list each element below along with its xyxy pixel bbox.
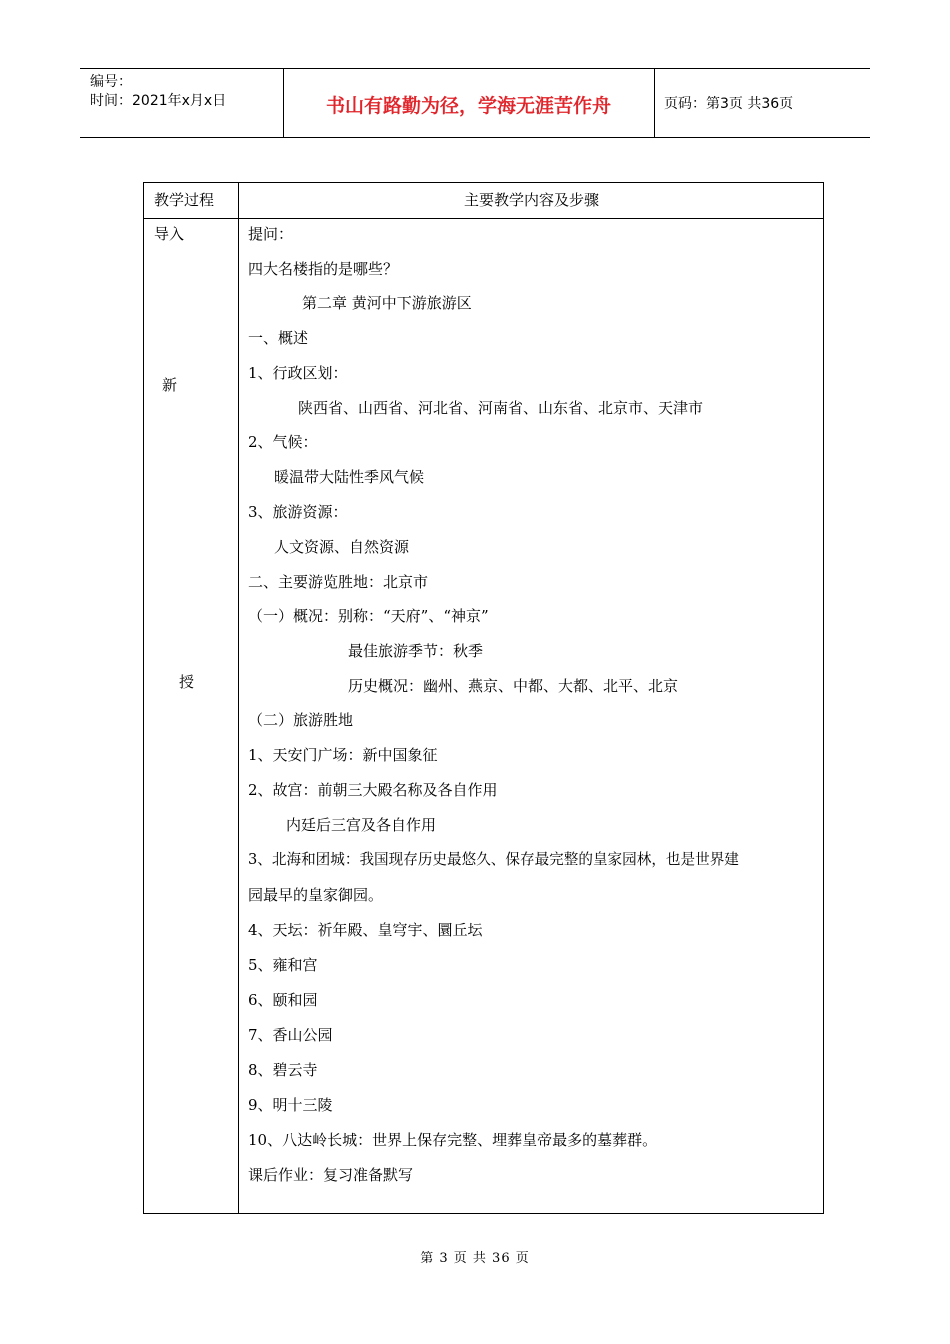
content-line: 9、明十三陵 bbox=[248, 1096, 333, 1114]
content-line: （一）概况：别称：“天府”、“神京” bbox=[248, 607, 489, 625]
side-label-intro: 导入 bbox=[154, 225, 185, 243]
content-line: 1、天安门广场：新中国象征 bbox=[248, 746, 438, 764]
content-line: 最佳旅游季节：秋季 bbox=[348, 642, 484, 660]
header-center-cell bbox=[283, 69, 655, 137]
column-divider bbox=[238, 183, 239, 1213]
content-line: 内廷后三宫及各自作用 bbox=[286, 816, 437, 834]
content-line: 2、气候： bbox=[248, 433, 318, 451]
content-line: 一、概述 bbox=[248, 329, 309, 347]
content-line: 1、行政区划： bbox=[248, 364, 348, 382]
header-page-info: 页码：第3页 共36页 bbox=[664, 96, 794, 112]
lesson-table bbox=[143, 182, 824, 1214]
content-line: 四大名楼指的是哪些？ bbox=[248, 260, 399, 278]
content-line: 园最早的皇家御园。 bbox=[248, 886, 384, 904]
content-line: 二、主要游览胜地：北京市 bbox=[248, 573, 429, 591]
content-line: 3、旅游资源： bbox=[248, 503, 348, 521]
header-left-cell bbox=[80, 69, 284, 137]
content-line: 暖温带大陆性季风气候 bbox=[274, 468, 425, 486]
content-line: 提问： bbox=[248, 225, 294, 243]
page-header bbox=[80, 68, 870, 138]
content-line: 陕西省、山西省、河北省、河南省、山东省、北京市、天津市 bbox=[298, 399, 704, 417]
page-footer: 第 3 页 共 36 页 bbox=[420, 1251, 530, 1266]
col-header-process: 教学过程 bbox=[154, 191, 215, 209]
side-label-teach: 授 bbox=[179, 673, 195, 691]
header-right-cell bbox=[654, 69, 870, 137]
side-label-new: 新 bbox=[162, 376, 178, 394]
content-line: 3、北海和团城：我国现存历史最悠久、保存最完整的皇家园林，也是世界建 bbox=[248, 851, 739, 868]
chapter-title: 第二章 黄河中下游旅游区 bbox=[302, 294, 472, 312]
col-header-content: 主要教学内容及步骤 bbox=[463, 191, 599, 209]
header-motto: 书山有路勤为径，学海无涯苦作舟 bbox=[325, 95, 611, 117]
content-line: 5、雍和宫 bbox=[248, 956, 318, 974]
content-line: 4、天坛：祈年殿、皇穹宇、圜丘坛 bbox=[248, 921, 483, 939]
content-line: 2、故宫：前朝三大殿名称及各自作用 bbox=[248, 781, 498, 799]
header-row-divider bbox=[144, 218, 823, 219]
document-number-label: 编号： bbox=[90, 74, 132, 90]
content-line: 人文资源、自然资源 bbox=[274, 538, 410, 556]
content-line: 6、颐和园 bbox=[248, 991, 318, 1009]
document-date-label: 时间：2021年x月x日 bbox=[90, 93, 227, 109]
content-line: 10、八达岭长城：世界上保存完整、埋葬皇帝最多的墓葬群。 bbox=[248, 1131, 658, 1149]
content-line: 历史概况：幽州、燕京、中都、大都、北平、北京 bbox=[348, 677, 679, 695]
content-line: 7、香山公园 bbox=[248, 1026, 333, 1044]
homework-line: 课后作业：复习准备默写 bbox=[248, 1166, 414, 1184]
content-line: （二）旅游胜地 bbox=[248, 711, 354, 729]
content-line: 8、碧云寺 bbox=[248, 1061, 318, 1079]
